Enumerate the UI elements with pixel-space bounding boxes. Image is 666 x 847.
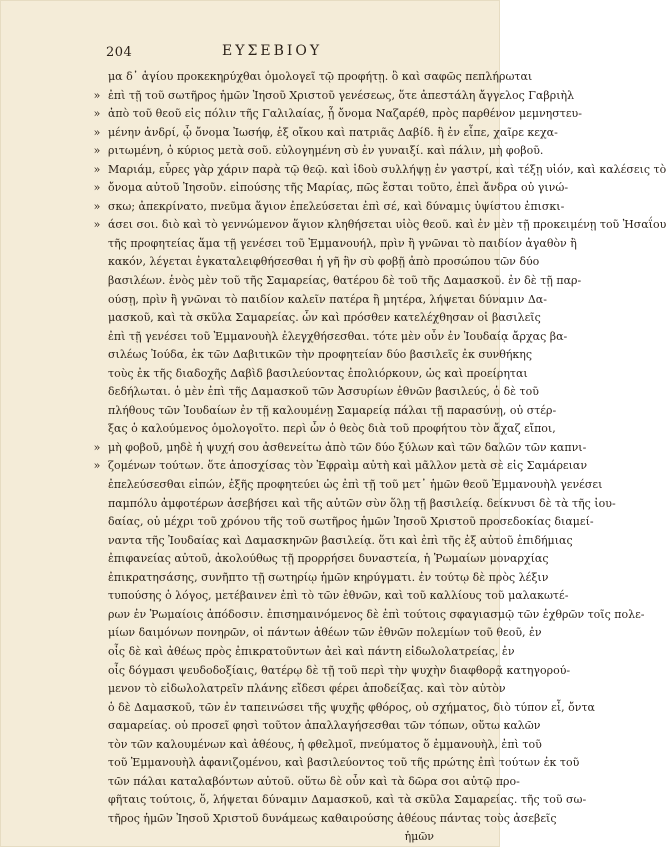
text-line xyxy=(92,253,540,272)
line-text: δεδήλωται. ὁ μὲν ἐπὶ τῆς Δαμασκοῦ τῶν Ἀσσυρίων ἐθνῶν βασιλεύς, ὁ δὲ τοῦ xyxy=(108,385,539,399)
line-text: ναντα τῆς Ἰουδαίας καὶ Δαμασκηνῶν βασιλείᾳ. ὅτι καὶ ἐπὶ τῆς ἐξ αὐτοῦ ἐπιδήμιας xyxy=(108,533,573,547)
line-text: ὄνομα αὐτοῦ Ἰησοῦν. εἰπούσης τῆς Μαρίας, πῶς ἔσται τοῦτο, ἐπεὶ ἄνδρα οὐ γινώ- xyxy=(108,181,569,195)
text-line xyxy=(92,402,557,421)
text-line xyxy=(92,87,575,106)
quotation-mark: » xyxy=(93,218,101,232)
text-line xyxy=(92,699,595,718)
line-text: φῆταις τούτοις, ὅ, λήψεται δύναμιν Δαμασκοῦ, καὶ τὰ σκῦλα Σαμαρείας. τῆς τοῦ σω- xyxy=(108,793,587,807)
line-text: άσει σοι. διὸ καὶ τὸ γεννώμενον ἅγιον κληθήσεται υἱὸς θεοῦ. καὶ ἐν μὲν τῇ προκειμένῃ τοῦ Ἠσαΐου xyxy=(108,218,666,232)
quotation-mark: » xyxy=(93,459,101,473)
line-text: μενον τὸ εἰδωλολατρεῖν πλάνης εἴδεσι φέρει ἀποδείξας. καὶ τὸν αὐτὸν xyxy=(108,682,506,696)
line-text: πλήθους τῶν Ἰουδαίων ἐν τῇ καλουμένῃ Σαμαρείᾳ πάλαι τῇ παρασύνῃ, οὐ στέρ- xyxy=(108,403,557,417)
text-line xyxy=(92,606,645,625)
line-text: τῶν πάλαι καταλαβόντων αὐτοῦ. οὕτω δὲ οὖν καὶ τὰ δῶρα σοι αὐτῷ προ- xyxy=(108,774,520,788)
line-text: ριτωμένη, ὁ κύριος μετὰ σοῦ. εὐλογημένη σὺ ἐν γυναιξί. καὶ πάλιν, μὴ φοβοῦ. xyxy=(108,144,544,158)
line-text: ἐπὶ τῇ γενέσει τοῦ Ἐμμανουὴλ ἐλεγχθήσεσθαι. τότε μὲν οὖν ἐν Ἰουδαίᾳ ἄρχας βα- xyxy=(108,329,568,343)
line-text: δαίας, οὐ μέχρι τοῦ χρόνου τῆς τοῦ σωτῆρος ἡμῶν Ἰησοῦ Χριστοῦ προσεδοκίας διαμεί- xyxy=(108,515,594,529)
line-text: ἐπιφανείας αὐτοῦ, ἀκολούθως τῇ προρρήσει δυναστεία, ἡ Ῥωμαίων μοναρχίας xyxy=(108,552,549,566)
line-text: οἷς δόγμασι ψευδοδοξίαις, θατέρῳ δὲ τῇ τοῦ περὶ τὴν ψυχὴν διαφθορᾷ κατηγορού- xyxy=(108,663,571,677)
line-text: ξας ὁ καλούμενος ὁμολογοῖτο. περὶ ὧν ὁ θεὸς διὰ τοῦ προφήτου τὸν ἄχαζ εἴποι, xyxy=(108,422,556,436)
text-line xyxy=(92,828,434,847)
page-number: 204 xyxy=(106,45,133,60)
line-text: ἐπικρατησάσης, συνῆπτο τῇ σωτηρίῳ ἡμῶν κηρύγματι. ἐν τούτῳ δὲ πρὸς λέξιν xyxy=(108,570,549,584)
text-line xyxy=(92,346,533,365)
quotation-mark: » xyxy=(93,88,101,102)
line-text: βασιλέων. ἑνὸς μὲν τοῦ τῆς Σαμαρείας, θατέρου δὲ τοῦ τῆς Δαμασκοῦ. ἐν δὲ τῇ παρ- xyxy=(108,274,582,288)
quotation-mark: » xyxy=(93,125,101,139)
line-text: παμπόλυ ἀμφοτέρων ἀσεβήσει καὶ τῆς αὐτῶν σὺν ὅλῃ τῇ βασιλείᾳ. δείκνυσι δὲ τὰ τῆς ἰου- xyxy=(108,496,616,510)
text-line xyxy=(92,179,569,198)
text-line xyxy=(92,161,666,180)
line-text: σαμαρείας. οὐ προσεῖ φησὶ τοῦτον ἀπαλλαγήσεσθαι τῶν τόπων, οὕτω καλῶν xyxy=(108,719,541,733)
text-line xyxy=(92,513,594,532)
text-line xyxy=(92,587,569,606)
text-line xyxy=(92,309,541,328)
text-line xyxy=(92,624,542,643)
line-text: Μαριάμ, εὗρες γὰρ χάριν παρὰ τῷ θεῷ. καὶ ἰδοὺ συλλήψῃ ἐν γαστρί, καὶ τέξῃ υἱόν, καὶ καλέσεις τὸ xyxy=(108,162,666,176)
line-text: ἡμῶν xyxy=(404,830,434,844)
text-line xyxy=(92,569,549,588)
text-line xyxy=(92,328,568,347)
line-text: τῆρος ἡμῶν Ἰησοῦ Χριστοῦ δυνάμεως καθαιρούσης ἀθέους πάντας τοὺς ἀσεβεῖς xyxy=(108,811,557,825)
line-text: τυπούσης ὁ λόγος, μετέβαινεν ἐπὶ τὸ τῶν ἐθνῶν, καὶ τοῦ καλλίους τοῦ μαλακωτέ- xyxy=(108,589,569,603)
text-line xyxy=(92,476,603,495)
quotation-mark: » xyxy=(93,144,101,158)
text-line xyxy=(92,550,549,569)
line-text: τῆς προφητείας ἅμα τῇ γενέσει τοῦ Ἐμμανουήλ, πρὶν ἢ γνῶναι τὸ παιδίον ἀγαθὸν ἢ xyxy=(108,236,577,250)
line-text: οἷς δὲ καὶ ἀθέως πρὸς ἐπικρατοῦντων ἀεὶ καὶ πάντη εἰδωλολατρείας, ἐν xyxy=(108,644,515,658)
text-line xyxy=(92,457,588,476)
line-text: μα δ᾿ ἁγίου προκεκηρύχθαι ὁμολογεῖ τῷ προφήτῃ. ὃ καὶ σαφῶς πεπλήρωται xyxy=(108,70,533,83)
text-line xyxy=(92,272,582,291)
running-head: ΕΥΣΕΒΙΟΥ xyxy=(222,43,323,59)
text-line xyxy=(92,680,506,699)
text-line xyxy=(92,105,582,124)
text-line xyxy=(92,439,587,458)
text-line xyxy=(92,754,580,773)
line-text: μένην ἀνδρί, ᾧ ὄνομα Ἰωσήφ, ἐξ οἴκου καὶ πατριᾶς Δαβίδ. ἣ ἐν εἶπε, χαῖρε κεχα- xyxy=(108,125,558,139)
greek-text-block xyxy=(92,68,666,847)
line-text: ζομένων τούτων. ὅτε ἀποσχίσας τὸν Ἐφραὶμ αὐτὴ καὶ μᾶλλον μετὰ σὲ εἰς Σαμάρειαν xyxy=(108,459,588,473)
line-text: μίων δαιμόνων πονηρῶν, οἱ πάντων ἀθέων τῶν ἐθνῶν πολεμίων τοῦ θεοῦ, ἐν xyxy=(108,626,542,640)
line-text: ρων ἐν Ῥωμαίοις ἀπόδοσιν. ἐπισημαινόμενος δὲ ἐπὶ τούτοις σφαγιασμῷ τῶν ἐχθρῶν τοῖς πολε- xyxy=(108,607,645,621)
text-line xyxy=(92,291,547,310)
text-line xyxy=(92,662,571,681)
text-line xyxy=(92,383,539,402)
text-line xyxy=(92,216,666,235)
text-line xyxy=(92,532,573,551)
line-text: τοῦ Ἐμμανουὴλ ἀφανιζομένου, καὶ βασιλεύοντος τοῦ τῆς πρώτης ἐπὶ τούτων ἐκ τοῦ xyxy=(108,756,580,770)
text-line xyxy=(92,124,558,143)
line-text: ούσῃ, πρὶν ἢ γνῶναι τὸ παιδίον καλεῖν πατέρα ἢ μητέρα, λήψεται δύναμιν Δα- xyxy=(108,292,547,306)
text-line xyxy=(92,736,542,755)
text-line xyxy=(92,643,515,662)
text-line xyxy=(92,68,533,87)
line-text: ἀπὸ τοῦ θεοῦ εἰς πόλιν τῆς Γαλιλαίας, ᾗ ὄνομα Ναζαρέθ, πρὸς παρθένον μεμνηστευ- xyxy=(108,107,582,121)
quotation-mark: » xyxy=(93,440,101,454)
text-line xyxy=(92,791,587,810)
quotation-mark: » xyxy=(93,199,101,213)
line-text: ἐπὶ τῇ τοῦ σωτῆρος ἡμῶν Ἰησοῦ Χριστοῦ γενέσεως, ὅτε ἀπεστάλη ἄγγελος Γαβριὴλ xyxy=(108,88,575,102)
line-text: ὁ δὲ Δαμασκοῦ, τῶν ἐν ταπεινώσει τῆς ψυχῆς φθόρος, οὐ σχήματος, διὸ τύπον εἶ, ὄντα xyxy=(108,700,595,714)
line-text: κακόν, λέγεται ἐγκαταλειφθήσεσθαι ἡ γῆ ἣν σὺ φοβῇ ἀπὸ προσώπου τῶν δύο xyxy=(108,255,540,269)
text-line xyxy=(92,198,565,217)
line-text: τοὺς ἐκ τῆς διαδοχῆς Δαβὶδ βασιλεύοντας ἐπολιόρκουν, ὡς καὶ προείρηται xyxy=(108,366,528,380)
quotation-mark: » xyxy=(93,181,101,195)
line-text: σκω; ἀπεκρίνατο, πνεῦμα ἅγιον ἐπελεύσεται ἐπὶ σέ, καὶ δύναμις ὑψίστου ἐπισκι- xyxy=(108,199,565,213)
text-line xyxy=(92,773,520,792)
quotation-mark: » xyxy=(93,162,101,176)
line-text: μασκοῦ, καὶ τὰ σκῦλα Σαμαρείας. ὧν καὶ πρόσθεν κατελέχθησαν οἱ βασιλεῖς xyxy=(108,311,541,325)
text-line xyxy=(92,495,616,514)
line-text: μὴ φοβοῦ, μηδὲ ἡ ψυχή σου ἀσθενείτω ἀπὸ τῶν δύο ξύλων καὶ τῶν δαλῶν τῶν καπνι- xyxy=(108,440,587,454)
text-line xyxy=(92,365,528,384)
line-text: σιλέως Ἰούδα, ἐκ τῶν Δαβιτικῶν τὴν προφητείαν δύο βασιλεῖς ἐκ συνθήκης xyxy=(108,348,533,362)
line-text: τὸν τῶν καλουμένων καὶ ἀθέους, ἡ φθελμοῖ, πνεύματος ὅ ἐμμανουὴλ, ἐπὶ τοῦ xyxy=(108,737,542,751)
line-text: ἐπελεύσεσθαι εἰπών, ἐξῆς προφητεύει ὡς ἐπὶ τῇ τοῦ μετ᾿ ἡμῶν θεοῦ Ἐμμανουὴλ γενέσει xyxy=(108,478,603,492)
text-line xyxy=(92,717,541,736)
quotation-mark: » xyxy=(93,107,101,121)
text-line xyxy=(92,235,577,254)
text-line xyxy=(92,142,544,161)
text-line xyxy=(92,810,557,829)
text-line xyxy=(92,420,556,439)
